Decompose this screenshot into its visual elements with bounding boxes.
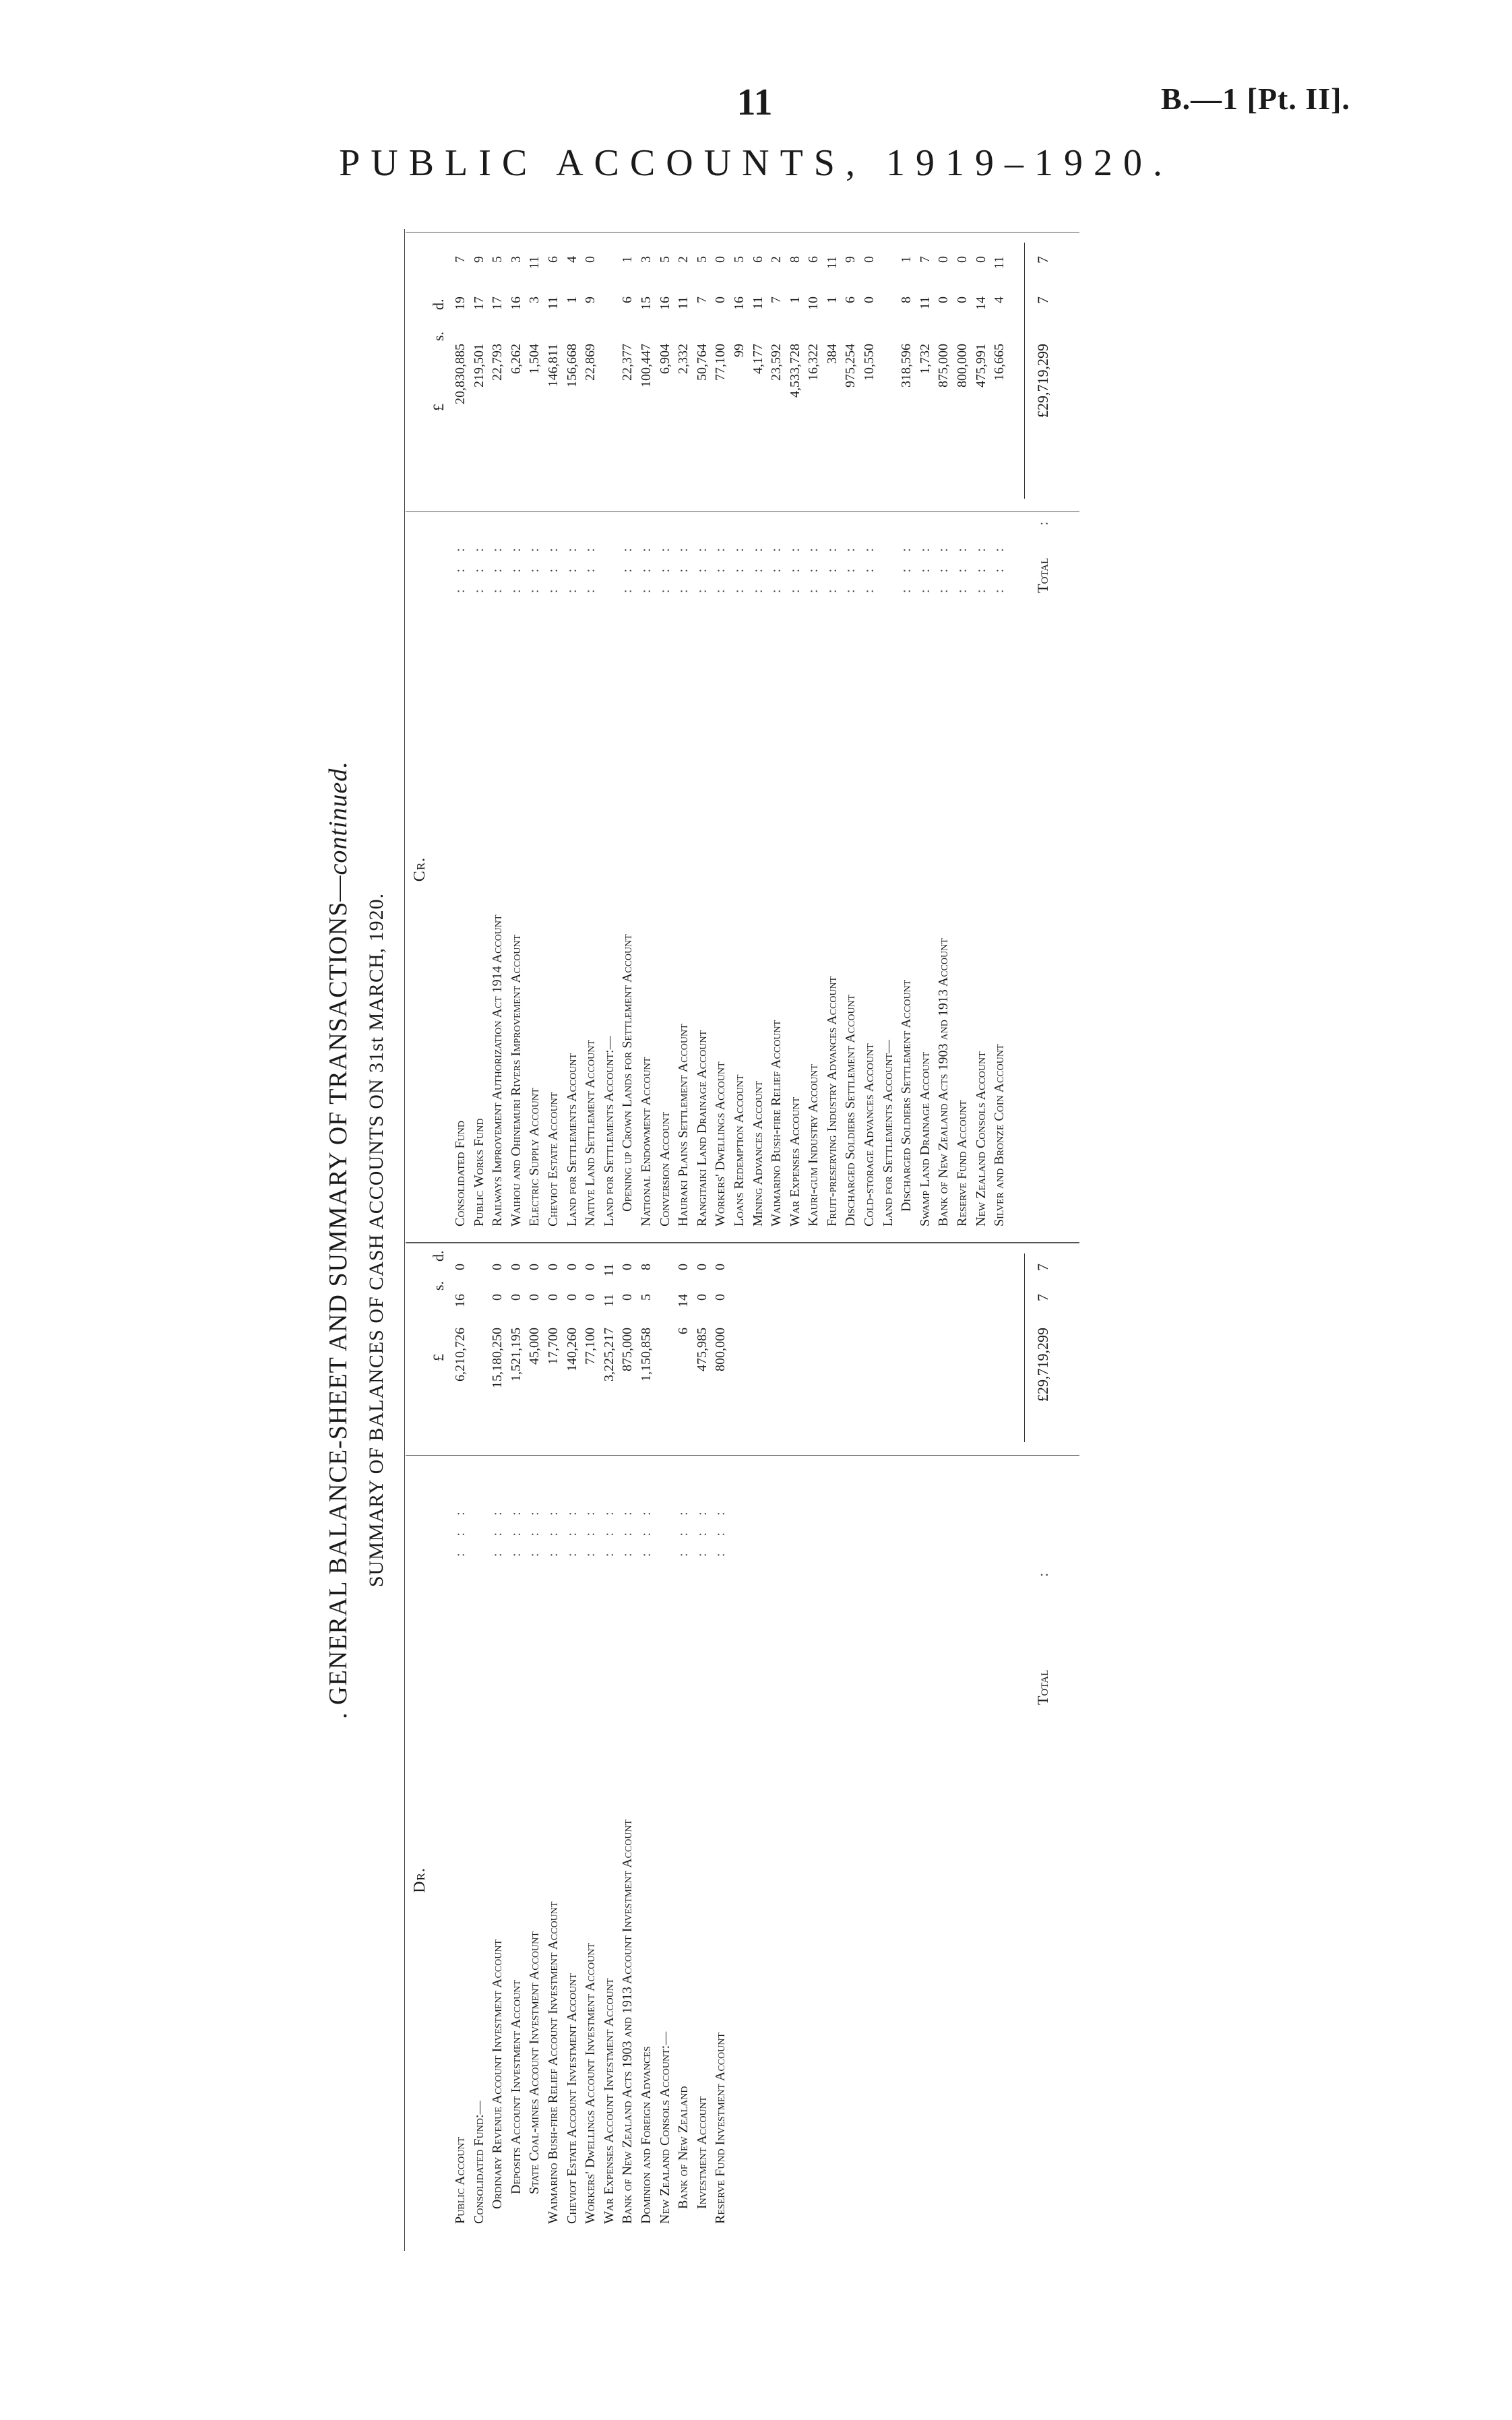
center-divider — [406, 1242, 1079, 1243]
credit-row-leader: : : : — [973, 541, 988, 593]
debit-row — [619, 1253, 637, 2224]
debit-row — [544, 1253, 563, 2224]
debit-row — [451, 1253, 470, 2224]
debit-row-leader: : : : — [638, 1505, 654, 1557]
credit-row-shillings: 8 — [899, 297, 914, 303]
credit-row-shillings: 16 — [657, 297, 672, 310]
credit-row-shillings: 1 — [564, 297, 579, 303]
credit-row-pounds: 22,793 — [490, 344, 505, 381]
credit-row-label: Cold-storage Advances Account — [862, 1043, 877, 1227]
credit-row-pounds: 20,830,885 — [453, 344, 468, 404]
credit-total-rule — [1024, 243, 1025, 499]
credit-total-row — [1034, 236, 1054, 1227]
credit-row-leader: : : : — [955, 541, 970, 593]
credit-row-shillings: 11 — [545, 297, 561, 310]
credit-row-pounds: 4,177 — [750, 344, 765, 374]
credit-row-shillings: 3 — [527, 297, 542, 303]
debit-row-leader: : : : — [694, 1505, 710, 1557]
debit-row-label: Cheviot Estate Account Investment Account — [564, 1973, 579, 2224]
credit-row-leader: : : : — [806, 541, 821, 593]
credit-row-pounds: 318,596 — [899, 344, 914, 387]
credit-row — [953, 236, 972, 1227]
credit-row-label: Kauri-gum Industry Account — [806, 1064, 821, 1227]
credit-row-shillings: 10 — [806, 297, 821, 310]
debit-row-shillings: 11 — [601, 1294, 617, 1307]
credit-row-pence: 0 — [713, 256, 728, 263]
credit-row-leader: : : : — [862, 541, 877, 593]
credit-row-label: Discharged Soldiers Settlement Account — [843, 994, 858, 1227]
debit-row-shillings: 0 — [490, 1294, 505, 1301]
credit-row — [470, 236, 489, 1227]
credit-row-leader: : : : — [843, 541, 858, 593]
debit-row-label: Bank of New Zealand — [676, 2086, 691, 2209]
credit-row — [786, 236, 805, 1227]
credit-row-shillings: 6 — [843, 297, 858, 303]
debit-row-label: Deposits Account Investment Account — [508, 1980, 524, 2194]
debit-row-pence: 0 — [564, 1264, 579, 1270]
debit-row-pence: 0 — [676, 1264, 691, 1270]
credit-row-pence: 4 — [564, 256, 579, 263]
credit-row-leader: : : : — [527, 541, 542, 593]
credit-row-shillings: 11 — [750, 297, 765, 310]
credit-row-label: National Endowment Account — [638, 1057, 654, 1227]
credit-row-pounds: 4,533,728 — [787, 344, 802, 398]
debit-row-shillings: 0 — [620, 1294, 635, 1301]
credit-row — [581, 236, 600, 1227]
credit-row-pounds: 1,504 — [527, 344, 542, 374]
credit-row-shillings: 16 — [508, 297, 524, 310]
credit-row-leader: : : : — [917, 541, 933, 593]
credit-row-pounds: 975,254 — [843, 344, 858, 387]
credit-row-leader: : : : — [713, 541, 728, 593]
credit-row-leader: : : : — [824, 541, 840, 593]
credit-total-shillings: 7 — [1034, 297, 1051, 304]
debit-row-label: Waimarino Bush-fire Relief Account Investment Account — [545, 1901, 561, 2224]
statement-title — [323, 229, 353, 2251]
credit-row-leader: : : : — [694, 541, 710, 593]
credit-row — [656, 236, 675, 1227]
debit-row-pounds: 475,985 — [694, 1328, 710, 1371]
debit-row-leader: : : : — [453, 1505, 468, 1557]
credit-row-pence: 9 — [471, 256, 486, 263]
debit-row-pounds: 77,100 — [583, 1328, 598, 1365]
credit-row-pounds: 99 — [731, 344, 747, 357]
credit-row-shillings: 11 — [676, 297, 691, 310]
credit-row — [805, 236, 823, 1227]
credit-row — [674, 236, 693, 1227]
credit-row-pence: 8 — [787, 256, 802, 263]
debit-row-shillings: 0 — [545, 1294, 561, 1301]
debit-row — [563, 1253, 582, 2224]
debit-row-label: Investment Account — [694, 2096, 710, 2209]
credit-row-leader: : : : — [676, 541, 691, 593]
debit-row-shillings: 14 — [676, 1294, 691, 1307]
credit-row-pounds: 23,592 — [769, 344, 784, 381]
credit-row-leader: : : : — [787, 541, 802, 593]
debit-row-pence: 0 — [453, 1264, 468, 1270]
debit-row — [507, 1253, 526, 2224]
credit-row-pounds: 6,262 — [508, 344, 524, 374]
credit-unit-pence: d. — [430, 299, 447, 310]
debit-row-shillings: 0 — [564, 1294, 579, 1301]
credit-row-leader: : : : — [453, 541, 468, 593]
credit-side-label: Cr. — [411, 857, 429, 882]
credit-row — [935, 236, 953, 1227]
credit-row — [730, 236, 749, 1227]
credit-row-label: Loans Redemption Account — [731, 1074, 747, 1227]
credit-row — [600, 236, 619, 1227]
credit-row-label: Swamp Land Drainage Account — [917, 1051, 933, 1227]
credit-row — [544, 236, 563, 1227]
debit-row — [637, 1253, 656, 2224]
credit-total-pounds: £29,719,299 — [1034, 344, 1051, 418]
credit-row-shillings: 17 — [471, 297, 486, 310]
debit-row-pounds: 17,700 — [545, 1328, 561, 1365]
credit-row-label: Electric Supply Account — [527, 1088, 542, 1227]
credit-total-dots: : — [1034, 514, 1051, 526]
debit-row-pence: 0 — [508, 1264, 524, 1270]
credit-row-pence: 5 — [694, 256, 710, 263]
credit-row-shillings: 0 — [713, 297, 728, 303]
debit-row-pounds: 1,521,195 — [508, 1328, 524, 1382]
credit-row-shillings: 19 — [453, 297, 468, 310]
credit-row — [507, 236, 526, 1227]
debit-row-label: Ordinary Revenue Account Investment Account — [490, 1939, 505, 2209]
credit-row — [823, 236, 842, 1227]
credit-row — [897, 236, 916, 1227]
credit-row-leader: : : : — [769, 541, 784, 593]
credit-row-shillings: 15 — [638, 297, 654, 310]
credit-row-pence: 0 — [955, 256, 970, 263]
credit-row — [749, 236, 768, 1227]
debit-row-pounds: 45,000 — [527, 1328, 542, 1365]
debit-row-shillings: 0 — [583, 1294, 598, 1301]
credit-row-pounds: 875,000 — [936, 344, 951, 387]
debit-total-rule — [1024, 1253, 1025, 1442]
credit-row-label: Opening up Crown Lands for Settlement Account — [620, 934, 635, 1212]
credit-row-pence: 1 — [620, 256, 635, 263]
debit-row-pounds: 140,260 — [564, 1328, 579, 1371]
credit-row-label: Fruit-preserving Industry Advances Account — [824, 976, 840, 1227]
debit-row-leader: : : : — [508, 1505, 524, 1557]
credit-row-pence: 11 — [824, 256, 840, 270]
credit-row-label: Railways Improvement Authorization Act 1914 Account — [490, 914, 505, 1227]
statement-subtitle: SUMMARY OF BALANCES OF CASH ACCOUNTS ON 31st MARCH, 1920. — [365, 892, 387, 1588]
credit-row-label: Discharged Soldiers Settlement Account — [899, 979, 914, 1212]
credit-row-pence: 2 — [769, 256, 784, 263]
credit-row-label: Public Works Fund — [471, 1118, 486, 1227]
credit-row-pence: 3 — [508, 256, 524, 263]
debit-row-leader: : : : — [545, 1505, 561, 1557]
debit-row-label: Consolidated Fund:— — [471, 2101, 486, 2224]
credit-row-leader: : : : — [620, 541, 635, 593]
credit-row-pounds: 800,000 — [955, 344, 970, 387]
credit-row-shillings: 0 — [955, 297, 970, 303]
debit-row — [581, 1253, 600, 2224]
credit-row-shillings: 6 — [620, 297, 635, 303]
credit-row — [879, 236, 898, 1227]
debit-row-label: New Zealand Consols Account:— — [657, 2031, 672, 2224]
debit-total-shillings: 7 — [1034, 1294, 1051, 1301]
debit-row-pounds: 875,000 — [620, 1328, 635, 1371]
debit-row-pounds: 6,210,726 — [453, 1328, 468, 1382]
credit-row-leader: : : : — [657, 541, 672, 593]
credit-row-pounds: 219,501 — [471, 344, 486, 387]
credit-row-pence: 1 — [899, 256, 914, 263]
debit-row-leader: : : : — [601, 1505, 617, 1557]
debit-row — [712, 1253, 730, 2224]
debit-row-pence: 0 — [545, 1264, 561, 1270]
debit-row-pence: 0 — [527, 1264, 542, 1270]
credit-row-pence: 0 — [973, 256, 988, 263]
credit-row-pounds: 1,732 — [917, 344, 933, 374]
credit-row-label: Land for Settlements Account:— — [601, 1036, 617, 1227]
debit-row-pounds: 6 — [676, 1328, 691, 1334]
debit-row-label: Workers' Dwellings Account Investment Account — [583, 1943, 598, 2224]
credit-row-shillings: 7 — [769, 297, 784, 303]
debit-total-pounds: £29,719,299 — [1034, 1328, 1051, 1402]
credit-row — [842, 236, 860, 1227]
debit-row — [693, 1253, 712, 2224]
credit-row-pounds: 2,332 — [676, 344, 691, 374]
credit-row-shillings: 1 — [824, 297, 840, 303]
credit-row-leader: : : : — [508, 541, 524, 593]
credit-row-leader: : : : — [471, 541, 486, 593]
debit-row-label: War Expenses Account Investment Account — [601, 1978, 617, 2224]
credit-row-pounds: 16,665 — [992, 344, 1007, 381]
credit-unit-pounds: £ — [430, 404, 447, 411]
credit-row — [693, 236, 712, 1227]
statement-title-continued: continued. — [324, 761, 352, 875]
debit-unit-pence: d. — [430, 1250, 447, 1262]
credit-row-leader: : : : — [545, 541, 561, 593]
document-reference: B.—1 [Pt. II]. — [1160, 82, 1350, 116]
debit-row-label: State Coal-mines Account Investment Account — [527, 1931, 542, 2194]
debit-row — [600, 1253, 619, 2224]
debit-total-row — [1034, 1253, 1054, 2251]
debit-row-leader: : : : — [583, 1505, 598, 1557]
credit-row-pence: 7 — [453, 256, 468, 263]
credit-row-leader: : : : — [564, 541, 579, 593]
debit-side-label: Dr. — [411, 1867, 429, 1893]
credit-row-leader: : : : — [731, 541, 747, 593]
credit-row-pounds: 77,100 — [713, 344, 728, 381]
credit-row-pounds: 146,811 — [545, 344, 561, 387]
credit-row-pounds: 16,322 — [806, 344, 821, 381]
credit-row-pence: 0 — [583, 256, 598, 263]
credit-row — [990, 236, 1009, 1227]
credit-row-label: Native Land Settlement Account — [583, 1040, 598, 1227]
credit-row-pence: 9 — [843, 256, 858, 263]
debit-table — [451, 1253, 730, 2224]
credit-row-label: Waimarino Bush-fire Relief Account — [769, 1020, 784, 1227]
credit-row-pounds: 6,904 — [657, 344, 672, 374]
debit-row-shillings: 0 — [713, 1294, 728, 1301]
credit-row-shillings: 4 — [992, 297, 1007, 303]
credit-row-pence: 2 — [676, 256, 691, 263]
credit-row-shillings: 14 — [973, 297, 988, 310]
credit-row-pence: 5 — [731, 256, 747, 263]
debit-row-leader: : : : — [620, 1505, 635, 1557]
debit-row-pence: 0 — [694, 1264, 710, 1270]
debit-total-dots: : — [1034, 1565, 1051, 1577]
debit-row-label: Dominion and Foreign Advances — [638, 2046, 654, 2224]
credit-row-shillings: 17 — [490, 297, 505, 310]
credit-row — [526, 236, 544, 1227]
debit-row-pence: 8 — [638, 1264, 654, 1270]
debit-row-shillings: 0 — [508, 1294, 524, 1301]
debit-row-label: Public Account — [453, 2136, 468, 2224]
credit-row — [619, 236, 637, 1227]
credit-row-leader: : : : — [936, 541, 951, 593]
debit-row-leader: : : : — [713, 1505, 728, 1557]
debit-row-leader: : : : — [564, 1505, 579, 1557]
credit-row-leader: : : : — [750, 541, 765, 593]
credit-row-label: Workers' Dwellings Account — [713, 1061, 728, 1227]
credit-row — [563, 236, 582, 1227]
debit-row-shillings: 0 — [527, 1294, 542, 1301]
credit-row-label: Consolidated Fund — [453, 1120, 468, 1227]
credit-row-leader: : : : — [583, 541, 598, 593]
credit-row-pence: 5 — [490, 256, 505, 263]
credit-row-label: Bank of New Zealand Acts 1903 and 1913 Account — [936, 938, 951, 1227]
credit-row-label: Conversion Account — [657, 1111, 672, 1227]
credit-row — [916, 236, 935, 1227]
debit-unit-pounds: £ — [430, 1354, 447, 1361]
credit-row-shillings: 9 — [583, 297, 598, 303]
credit-row-pounds: 156,668 — [564, 344, 579, 387]
credit-row-pence: 11 — [992, 256, 1007, 270]
debit-row-leader: : : : — [676, 1505, 691, 1557]
credit-row-pence: 6 — [750, 256, 765, 263]
credit-row-shillings: 0 — [862, 297, 877, 303]
credit-row-leader: : : : — [490, 541, 505, 593]
credit-row-leader: : : : — [992, 541, 1007, 593]
credit-row-pounds: 475,991 — [973, 344, 988, 387]
credit-row-pounds: 50,764 — [694, 344, 710, 381]
credit-row-shillings: 11 — [917, 297, 933, 310]
credit-row-pence: 3 — [638, 256, 654, 263]
credit-row-label: Land for Settlements Account— — [880, 1039, 895, 1227]
credit-row-pounds: 384 — [824, 344, 840, 364]
credit-row-label: Hauraki Plains Settlement Account — [676, 1024, 691, 1227]
credit-row-shillings: 7 — [694, 297, 710, 303]
debit-row — [656, 1253, 675, 2224]
debit-row-shillings: 5 — [638, 1294, 654, 1301]
credit-row-shillings: 1 — [787, 297, 802, 303]
credit-row — [451, 236, 470, 1227]
credit-row-label: Mining Advances Account — [750, 1081, 765, 1227]
credit-row-pence: 6 — [806, 256, 821, 263]
credit-table — [451, 236, 1009, 1227]
debit-row-pounds: 1,150,858 — [638, 1328, 654, 1382]
credit-row — [767, 236, 786, 1227]
credit-unit-shillings: s. — [430, 331, 447, 341]
credit-row-pence: 6 — [545, 256, 561, 263]
credit-row-label: Waihou and Ohinemuri Rivers Improvement Account — [508, 934, 524, 1227]
debit-row-pence: 0 — [583, 1264, 598, 1270]
credit-row-pence: 0 — [862, 256, 877, 263]
credit-row-shillings: 16 — [731, 297, 747, 310]
credit-row-leader: : : : — [638, 541, 654, 593]
debit-row-shillings: 0 — [694, 1294, 710, 1301]
debit-row-leader: : : : — [527, 1505, 542, 1557]
debit-row-pounds: 3,225,217 — [601, 1328, 617, 1382]
balance-sheet-rotated — [323, 229, 1105, 2251]
debit-row-pounds: 800,000 — [713, 1328, 728, 1371]
credit-row-pounds: 22,377 — [620, 344, 635, 381]
debit-row-shillings: 16 — [453, 1294, 468, 1307]
credit-row — [489, 236, 507, 1227]
page-number: 11 — [736, 82, 773, 123]
debit-row — [674, 1253, 693, 2224]
credit-row-pence: 11 — [527, 256, 542, 270]
debit-row — [526, 1253, 544, 2224]
credit-row-label: Rangitaiki Land Drainage Account — [694, 1030, 710, 1227]
debit-total-label: Total — [1034, 1669, 1051, 1705]
debit-row — [489, 1253, 507, 2224]
credit-row-label: Cheviot Estate Account — [545, 1092, 561, 1227]
credit-row — [712, 236, 730, 1227]
credit-row-pounds: 22,869 — [583, 344, 598, 381]
debit-row-label: Bank of New Zealand Acts 1903 and 1913 Account Investment Account — [620, 1819, 635, 2224]
credit-row-pence: 7 — [917, 256, 933, 263]
credit-row — [972, 236, 991, 1227]
credit-row-pounds: 10,550 — [862, 344, 877, 381]
debit-total-pence: 7 — [1034, 1264, 1051, 1271]
page-title: PUBLIC ACCOUNTS, 1919–1920. — [339, 142, 1173, 184]
credit-row — [637, 236, 656, 1227]
debit-row-leader: : : : — [490, 1505, 505, 1557]
credit-total-pence: 7 — [1034, 256, 1051, 263]
credit-row-label: War Expenses Account — [787, 1096, 802, 1227]
debit-row-pence: 0 — [713, 1264, 728, 1270]
debit-row-pounds: 15,180,250 — [490, 1328, 505, 1388]
credit-row-leader: : : : — [899, 541, 914, 593]
credit-row-label: New Zealand Consols Account — [973, 1051, 988, 1227]
credit-total-label: Total — [1034, 557, 1051, 593]
credit-row-label: Reserve Fund Account — [955, 1100, 970, 1227]
header-rule — [404, 229, 405, 2251]
debit-row-pence: 0 — [490, 1264, 505, 1270]
credit-row-pounds: 100,447 — [638, 344, 654, 387]
statement-title-text: . GENERAL BALANCE-SHEET AND SUMMARY OF TRANSACTIONS— — [324, 875, 352, 1719]
credit-row-shillings: 0 — [936, 297, 951, 303]
credit-row-pence: 0 — [936, 256, 951, 263]
credit-row-pence: 5 — [657, 256, 672, 263]
debit-unit-shillings: s. — [430, 1280, 447, 1291]
debit-row-label: Reserve Fund Investment Account — [713, 2033, 728, 2224]
debit-row — [470, 1253, 489, 2224]
debit-row-pence: 0 — [620, 1264, 635, 1270]
credit-row — [860, 236, 879, 1227]
credit-row-label: Silver and Bronze Coin Account — [992, 1044, 1007, 1227]
debit-row-pence: 11 — [601, 1264, 617, 1277]
credit-row-label: Land for Settlements Account — [564, 1053, 579, 1227]
